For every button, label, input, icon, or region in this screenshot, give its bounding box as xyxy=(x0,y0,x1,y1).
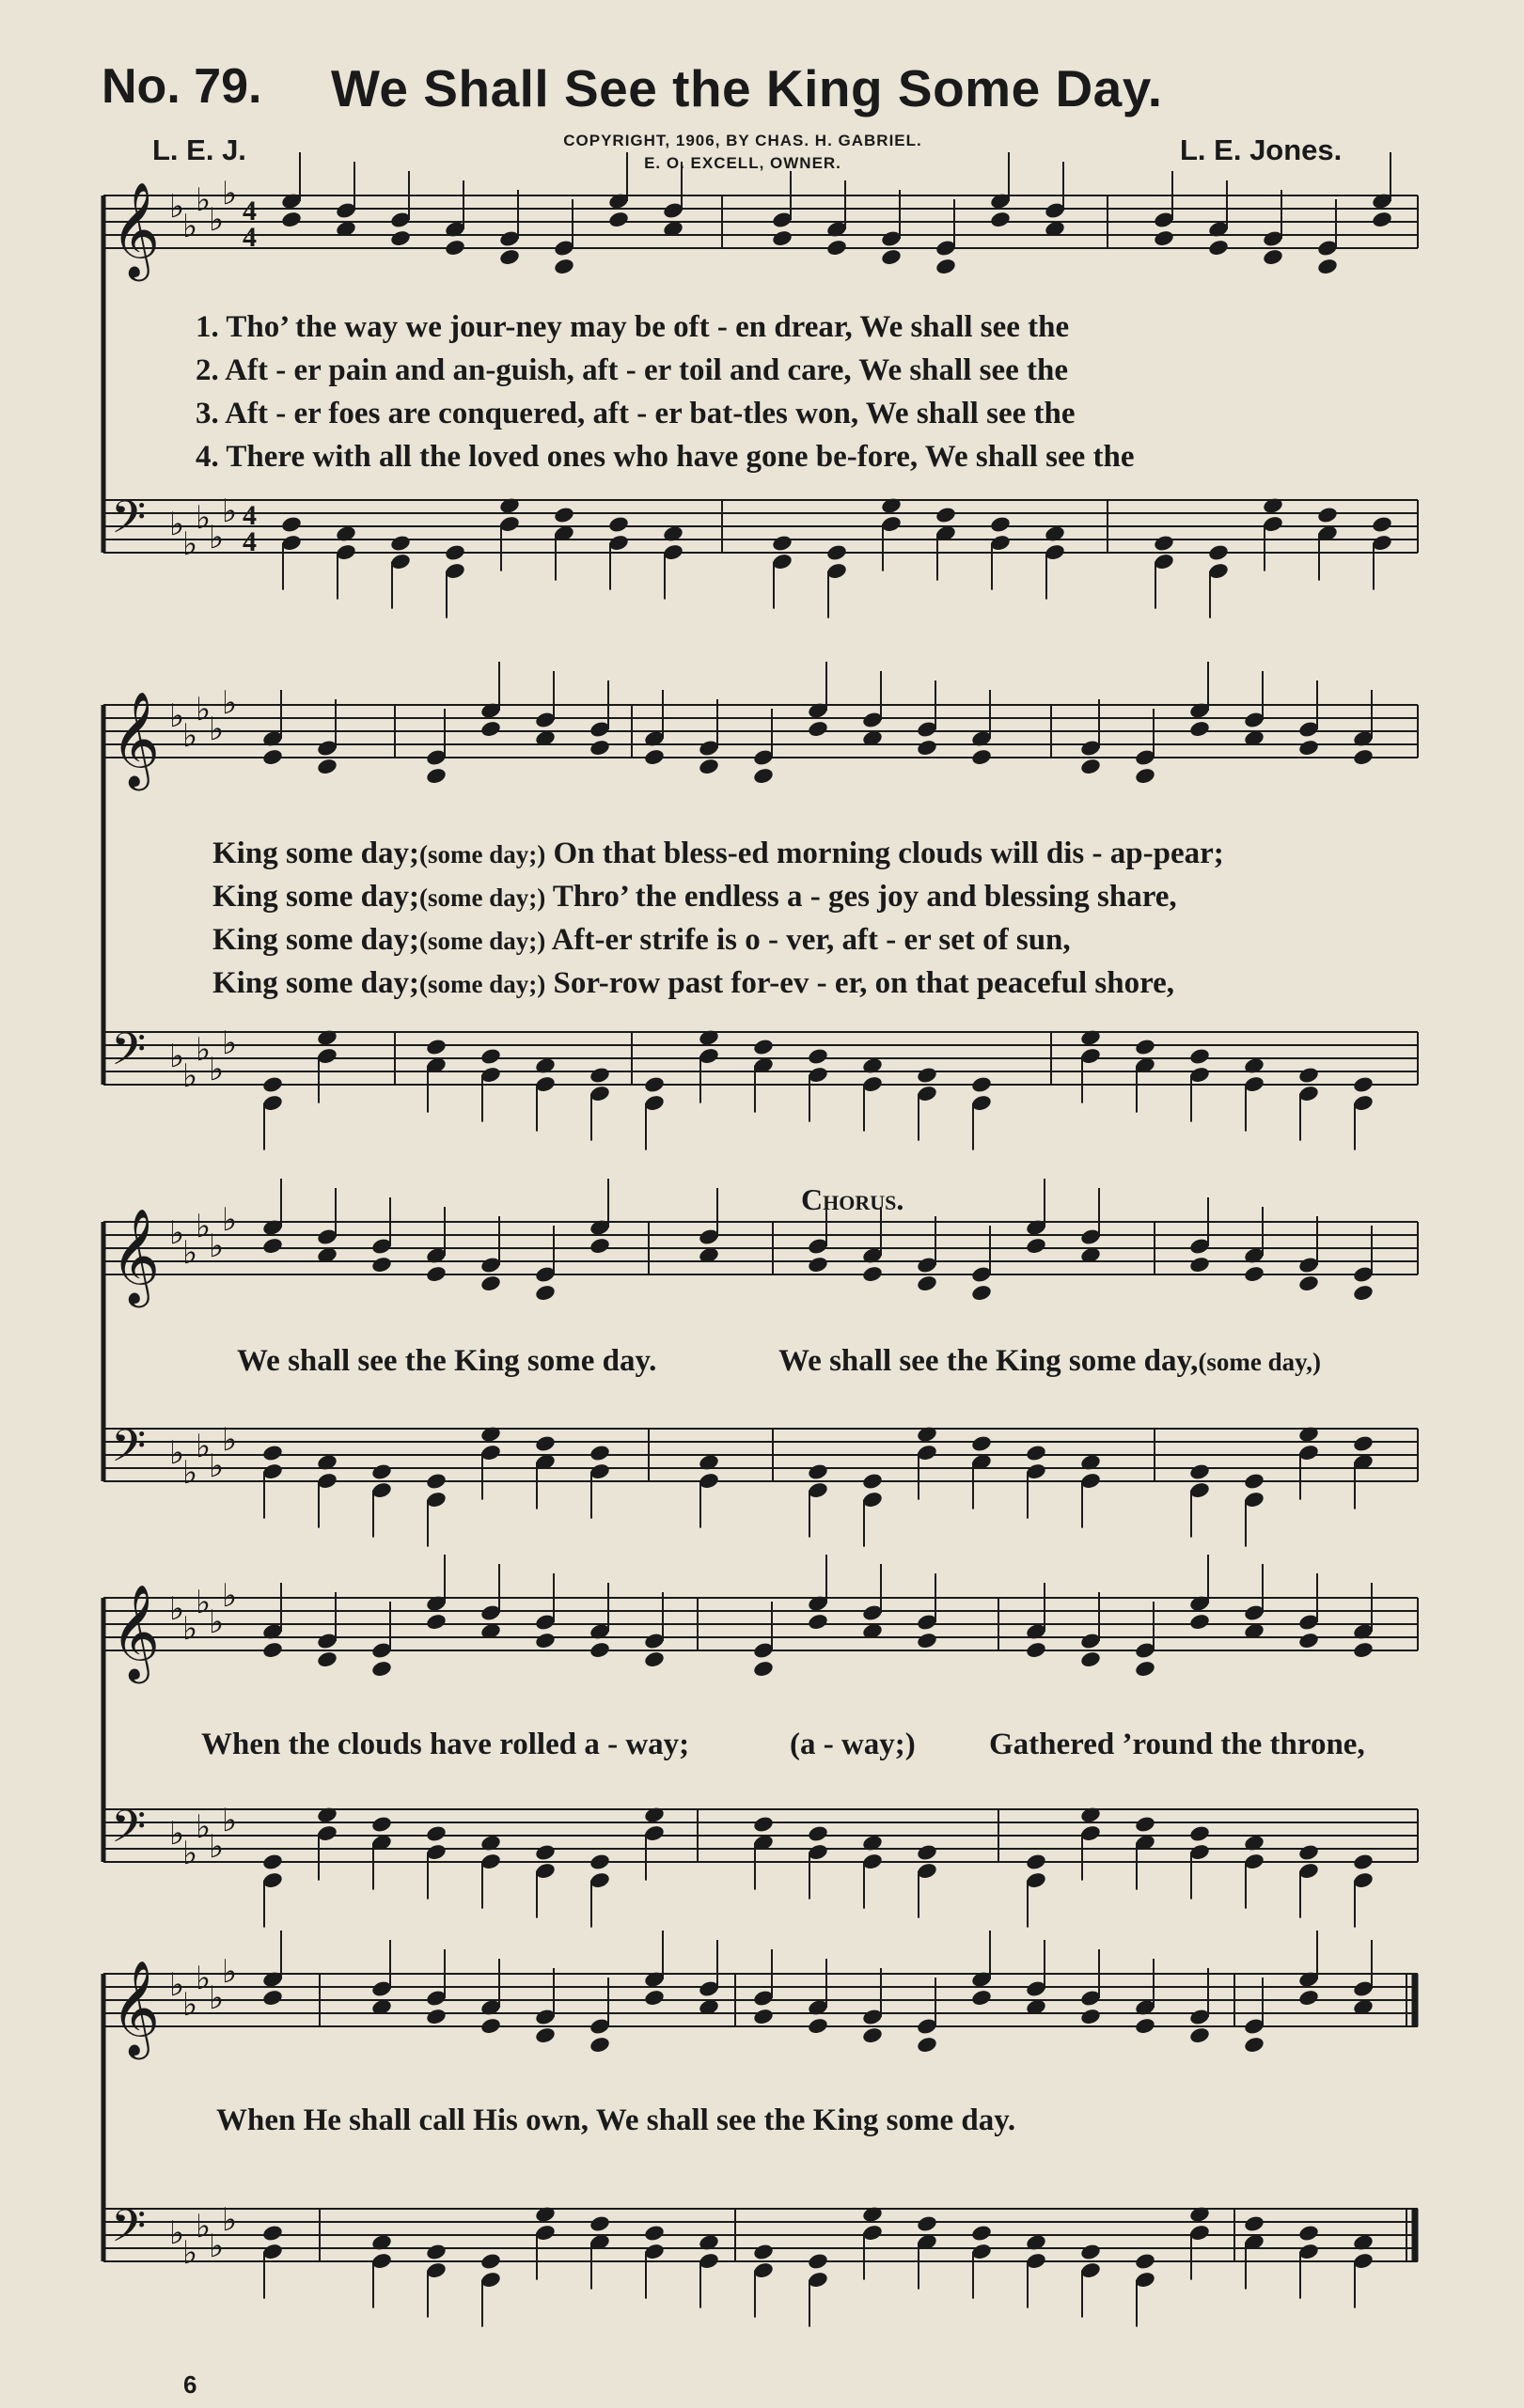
note-head xyxy=(534,1632,557,1650)
note-head xyxy=(1371,515,1393,534)
flat-icon: ♭ xyxy=(182,1057,198,1095)
note-head xyxy=(1352,1075,1375,1094)
note-head xyxy=(861,1265,884,1284)
note-head xyxy=(1134,1038,1156,1056)
note-head xyxy=(1316,258,1339,276)
note-head xyxy=(261,1444,284,1462)
flat-icon: ♭ xyxy=(222,175,238,212)
note-head xyxy=(1207,543,1230,562)
note-head xyxy=(261,1853,284,1871)
verse-3-line-2 xyxy=(212,923,1071,958)
note-head xyxy=(316,1650,338,1669)
note-head xyxy=(1188,720,1211,739)
note-head xyxy=(589,2214,611,2233)
lyric-echo: (some day;) xyxy=(419,970,546,998)
note-head xyxy=(880,248,903,267)
note-head xyxy=(1207,239,1230,258)
note-head xyxy=(1352,748,1375,767)
flat-icon: ♭ xyxy=(169,697,185,735)
note-head xyxy=(534,1843,557,1862)
chorus-line-2b: (a - way;) xyxy=(790,1728,916,1761)
flat-icon: ♭ xyxy=(222,1953,238,1991)
note-head xyxy=(752,1038,775,1056)
note-head xyxy=(589,1853,611,1871)
note-head xyxy=(425,1472,448,1491)
note-head xyxy=(1352,1853,1375,1871)
note-head xyxy=(1316,506,1339,524)
note-head xyxy=(1297,739,1320,758)
note-head xyxy=(1243,2214,1265,2233)
bass-clef-icon: 𝄢 xyxy=(111,1800,147,1864)
note-head xyxy=(1025,1853,1047,1871)
flat-icon: ♭ xyxy=(196,1960,212,1997)
note-head xyxy=(534,1434,557,1453)
time-signature-top: 4 xyxy=(243,195,257,227)
note-head xyxy=(1188,1047,1211,1066)
note-head xyxy=(970,748,993,767)
note-head xyxy=(1134,767,1156,786)
note-head xyxy=(825,543,848,562)
flat-icon: ♭ xyxy=(169,506,185,543)
time-signature-bottom: 4 xyxy=(243,526,257,557)
note-head xyxy=(807,1047,829,1066)
note-head xyxy=(1371,211,1393,229)
bass-clef-icon: 𝄢 xyxy=(111,1419,147,1483)
note-head xyxy=(861,2026,884,2045)
note-head xyxy=(752,2008,775,2026)
note-head xyxy=(1134,2252,1156,2271)
treble-clef-icon: 𝄞 xyxy=(111,1959,161,2056)
note-head xyxy=(1297,1632,1320,1650)
note-head xyxy=(1188,1256,1211,1274)
verse-4-line-1: 4. There with all the loved ones who have gone be-fore, We shall see the xyxy=(196,440,1135,474)
note-head xyxy=(1352,1641,1375,1660)
flat-icon: ♭ xyxy=(169,188,185,226)
flat-icon: ♭ xyxy=(169,2214,185,2252)
chorus-line-3: When He shall call His own, We shall see the King some day. xyxy=(216,2103,1016,2137)
flat-icon: ♭ xyxy=(196,1031,212,1069)
flat-icon: ♭ xyxy=(196,499,212,537)
hymn-number: No. 79. xyxy=(102,59,262,114)
verse-2-line-2 xyxy=(212,880,1177,915)
note-head xyxy=(1025,1641,1047,1660)
flat-icon: ♭ xyxy=(182,1610,198,1648)
note-head xyxy=(534,1284,557,1303)
flat-icon: ♭ xyxy=(222,2201,238,2239)
note-head xyxy=(861,1472,884,1491)
note-head xyxy=(989,211,1012,229)
note-head xyxy=(1188,1613,1211,1632)
note-head xyxy=(807,720,829,739)
note-head xyxy=(425,1038,448,1056)
note-head xyxy=(479,1047,502,1066)
note-head xyxy=(807,2017,829,2036)
verse-2-line-1: 2. Aft - er pain and an-guish, aft - er toil and care, We shall see the xyxy=(196,353,1068,387)
lyric-echo: (some day;) xyxy=(419,840,546,868)
note-head xyxy=(479,720,502,739)
flat-icon: ♭ xyxy=(169,1038,185,1075)
flat-icon: ♭ xyxy=(209,711,225,748)
flat-icon: ♭ xyxy=(209,201,225,239)
flat-icon: ♭ xyxy=(209,519,225,556)
flat-icon: ♭ xyxy=(169,1815,185,1853)
flat-icon: ♭ xyxy=(169,1434,185,1472)
hymn-title: We Shall See the King Some Day. xyxy=(331,59,1163,117)
treble-clef-icon: 𝄞 xyxy=(111,690,161,787)
note-head xyxy=(589,1444,611,1462)
note-head xyxy=(280,211,303,229)
flat-icon: ♭ xyxy=(169,1590,185,1628)
note-head xyxy=(1297,2224,1320,2243)
time-signature-top: 4 xyxy=(243,500,257,531)
flat-icon: ♭ xyxy=(209,1227,225,1265)
note-head xyxy=(261,1989,284,2008)
note-head xyxy=(1352,1434,1375,1453)
note-head xyxy=(1025,1237,1047,1256)
note-head xyxy=(589,2036,611,2055)
flat-icon: ♭ xyxy=(222,1201,238,1239)
lyric-main: King some day; xyxy=(212,923,420,957)
note-head xyxy=(643,2224,666,2243)
lyric-echo: (some day;) xyxy=(419,883,546,912)
lyric-main: We shall see the King some day, xyxy=(778,1344,1199,1378)
note-head xyxy=(989,515,1012,534)
note-head xyxy=(1134,1660,1156,1679)
note-head xyxy=(643,748,666,767)
note-head xyxy=(807,1824,829,1843)
flat-icon: ♭ xyxy=(196,181,212,219)
note-head xyxy=(1025,1444,1047,1462)
note-head xyxy=(643,1989,666,2008)
lyric-rest: On that bless-ed morning clouds will dis - ap-pear; xyxy=(545,837,1224,870)
note-head xyxy=(1352,1284,1375,1303)
note-head xyxy=(807,1256,829,1274)
note-head xyxy=(1297,1274,1320,1293)
lyric-main: King some day; xyxy=(212,966,420,1000)
flat-icon: ♭ xyxy=(182,1454,198,1492)
note-head xyxy=(825,239,848,258)
note-head xyxy=(261,748,284,767)
note-head xyxy=(444,239,466,258)
flat-icon: ♭ xyxy=(196,1208,212,1245)
note-head xyxy=(916,1632,938,1650)
flat-icon: ♭ xyxy=(182,2234,198,2272)
note-head xyxy=(425,2243,448,2261)
verse-4-line-2 xyxy=(212,966,1174,1001)
words-author: L. E. J. xyxy=(152,133,246,166)
lyric-rest: Aft-er strife is o - ver, aft - er set of sun, xyxy=(545,923,1071,957)
note-head xyxy=(589,1641,611,1660)
lyric-rest: Thro’ the endless a - ges joy and blessing share, xyxy=(545,880,1177,914)
note-head xyxy=(589,1237,611,1256)
note-head xyxy=(589,1066,611,1085)
note-head xyxy=(970,1434,993,1453)
note-head xyxy=(1079,2008,1102,2026)
treble-clef-icon: 𝄞 xyxy=(111,1207,161,1304)
note-head xyxy=(916,1843,938,1862)
note-head xyxy=(1079,1650,1102,1669)
note-head xyxy=(1134,1815,1156,1834)
copyright-owner: E. O. EXCELL, OWNER. xyxy=(644,154,841,172)
note-head xyxy=(261,1237,284,1256)
note-head xyxy=(1243,1472,1265,1491)
note-head xyxy=(425,1265,448,1284)
flat-icon: ♭ xyxy=(222,1802,238,1839)
flat-icon: ♭ xyxy=(182,1835,198,1872)
note-head xyxy=(425,767,448,786)
lyric-echo: (some day,) xyxy=(1198,1348,1321,1376)
flat-icon: ♭ xyxy=(196,1584,212,1621)
note-head xyxy=(261,1641,284,1660)
note-head xyxy=(1243,2036,1265,2055)
note-head xyxy=(1079,758,1102,776)
verse-1-line-2 xyxy=(212,837,1224,871)
note-head xyxy=(1188,2026,1211,2045)
bass-clef-icon: 𝄢 xyxy=(111,491,147,555)
chorus-line-1b xyxy=(778,1344,1321,1379)
note-head xyxy=(970,1075,993,1094)
note-head xyxy=(807,2252,829,2271)
note-head xyxy=(970,1989,993,2008)
note-head xyxy=(1153,229,1175,248)
note-head xyxy=(752,1815,775,1834)
chorus-line-2c: Gathered ’round the throne, xyxy=(989,1728,1365,1761)
flat-icon: ♭ xyxy=(182,525,198,563)
note-head xyxy=(1243,1265,1265,1284)
note-head xyxy=(1297,1066,1320,1085)
chorus-line-1a: We shall see the King some day. xyxy=(237,1344,657,1378)
flat-icon: ♭ xyxy=(209,1828,225,1866)
note-head xyxy=(1262,248,1284,267)
flat-icon: ♭ xyxy=(182,1234,198,1272)
note-head xyxy=(916,2036,938,2055)
time-signature-bottom: 4 xyxy=(243,222,257,253)
flat-icon: ♭ xyxy=(182,208,198,245)
note-head xyxy=(389,229,412,248)
note-head xyxy=(935,258,957,276)
note-head xyxy=(553,258,575,276)
verse-1-line-1: 1. Tho’ the way we jour-ney may be oft - en drear, We shall see the xyxy=(196,310,1070,344)
note-head xyxy=(916,2214,938,2233)
note-head xyxy=(970,2224,993,2243)
flat-icon: ♭ xyxy=(222,684,238,722)
note-head xyxy=(534,2026,557,2045)
note-head xyxy=(970,1284,993,1303)
music-composer: L. E. Jones. xyxy=(1180,133,1343,166)
note-head xyxy=(1153,534,1175,553)
note-head xyxy=(370,1462,393,1481)
note-head xyxy=(607,515,630,534)
flat-icon: ♭ xyxy=(209,1603,225,1641)
note-head xyxy=(752,2243,775,2261)
note-head xyxy=(1297,1989,1320,2008)
note-head xyxy=(752,1660,775,1679)
treble-clef-icon: 𝄞 xyxy=(111,180,161,277)
note-head xyxy=(1079,2243,1102,2261)
page-number: 6 xyxy=(183,2370,197,2399)
note-head xyxy=(479,2252,502,2271)
note-head xyxy=(425,2008,448,2026)
chorus-line-2a: When the clouds have rolled a - way; xyxy=(201,1728,690,1761)
flat-icon: ♭ xyxy=(209,2228,225,2265)
note-head xyxy=(261,1075,284,1094)
note-head xyxy=(589,739,611,758)
note-head xyxy=(1134,2017,1156,2036)
treble-clef-icon: 𝄞 xyxy=(111,1583,161,1680)
verse-3-line-1: 3. Aft - er foes are conquered, aft - er bat-tles won, We shall see the xyxy=(196,397,1076,430)
note-head xyxy=(916,1274,938,1293)
note-head xyxy=(498,248,521,267)
note-head xyxy=(553,506,575,524)
note-head xyxy=(643,1075,666,1094)
note-head xyxy=(935,506,957,524)
note-head xyxy=(643,1650,666,1669)
lyric-echo: (some day;) xyxy=(419,927,546,955)
flat-icon: ♭ xyxy=(182,1986,198,2024)
note-head xyxy=(807,1613,829,1632)
flat-icon: ♭ xyxy=(222,1421,238,1459)
note-head xyxy=(316,758,338,776)
bass-clef-icon: 𝄢 xyxy=(111,1023,147,1087)
flat-icon: ♭ xyxy=(196,1808,212,1846)
flat-icon: ♭ xyxy=(209,1979,225,2017)
flat-icon: ♭ xyxy=(196,1428,212,1465)
copyright-line: COPYRIGHT, 1906, BY CHAS. H. GABRIEL. xyxy=(563,132,922,149)
note-head xyxy=(752,767,775,786)
note-head xyxy=(425,1613,448,1632)
flat-icon: ♭ xyxy=(196,2208,212,2245)
note-head xyxy=(1188,1824,1211,1843)
lyric-rest: Sor-row past for-ev - er, on that peaceful shore, xyxy=(545,966,1175,1000)
note-head xyxy=(370,1815,393,1834)
note-head xyxy=(807,1462,829,1481)
note-head xyxy=(1188,1462,1211,1481)
flat-icon: ♭ xyxy=(222,1577,238,1615)
flat-icon: ♭ xyxy=(169,1214,185,1252)
note-head xyxy=(479,2017,502,2036)
note-head xyxy=(280,515,303,534)
note-head xyxy=(607,211,630,229)
note-head xyxy=(771,229,793,248)
note-head xyxy=(370,1660,393,1679)
note-head xyxy=(1297,1843,1320,1862)
note-head xyxy=(698,758,720,776)
flat-icon: ♭ xyxy=(196,691,212,728)
flat-icon: ♭ xyxy=(222,493,238,530)
lyric-main: King some day; xyxy=(212,837,420,870)
chorus-label: Chorus. xyxy=(801,1182,904,1216)
flat-icon: ♭ xyxy=(209,1051,225,1088)
note-head xyxy=(389,534,412,553)
note-head xyxy=(916,739,938,758)
note-head xyxy=(916,1066,938,1085)
flat-icon: ♭ xyxy=(222,1024,238,1062)
lyric-main: King some day; xyxy=(212,880,420,914)
flat-icon: ♭ xyxy=(209,1447,225,1485)
flat-icon: ♭ xyxy=(182,717,198,755)
bass-clef-icon: 𝄢 xyxy=(111,2199,147,2263)
note-head xyxy=(444,543,466,562)
note-head xyxy=(479,1274,502,1293)
note-head xyxy=(370,1256,393,1274)
note-head xyxy=(425,1824,448,1843)
note-head xyxy=(261,2224,284,2243)
flat-icon: ♭ xyxy=(169,1966,185,2004)
note-head xyxy=(771,534,793,553)
